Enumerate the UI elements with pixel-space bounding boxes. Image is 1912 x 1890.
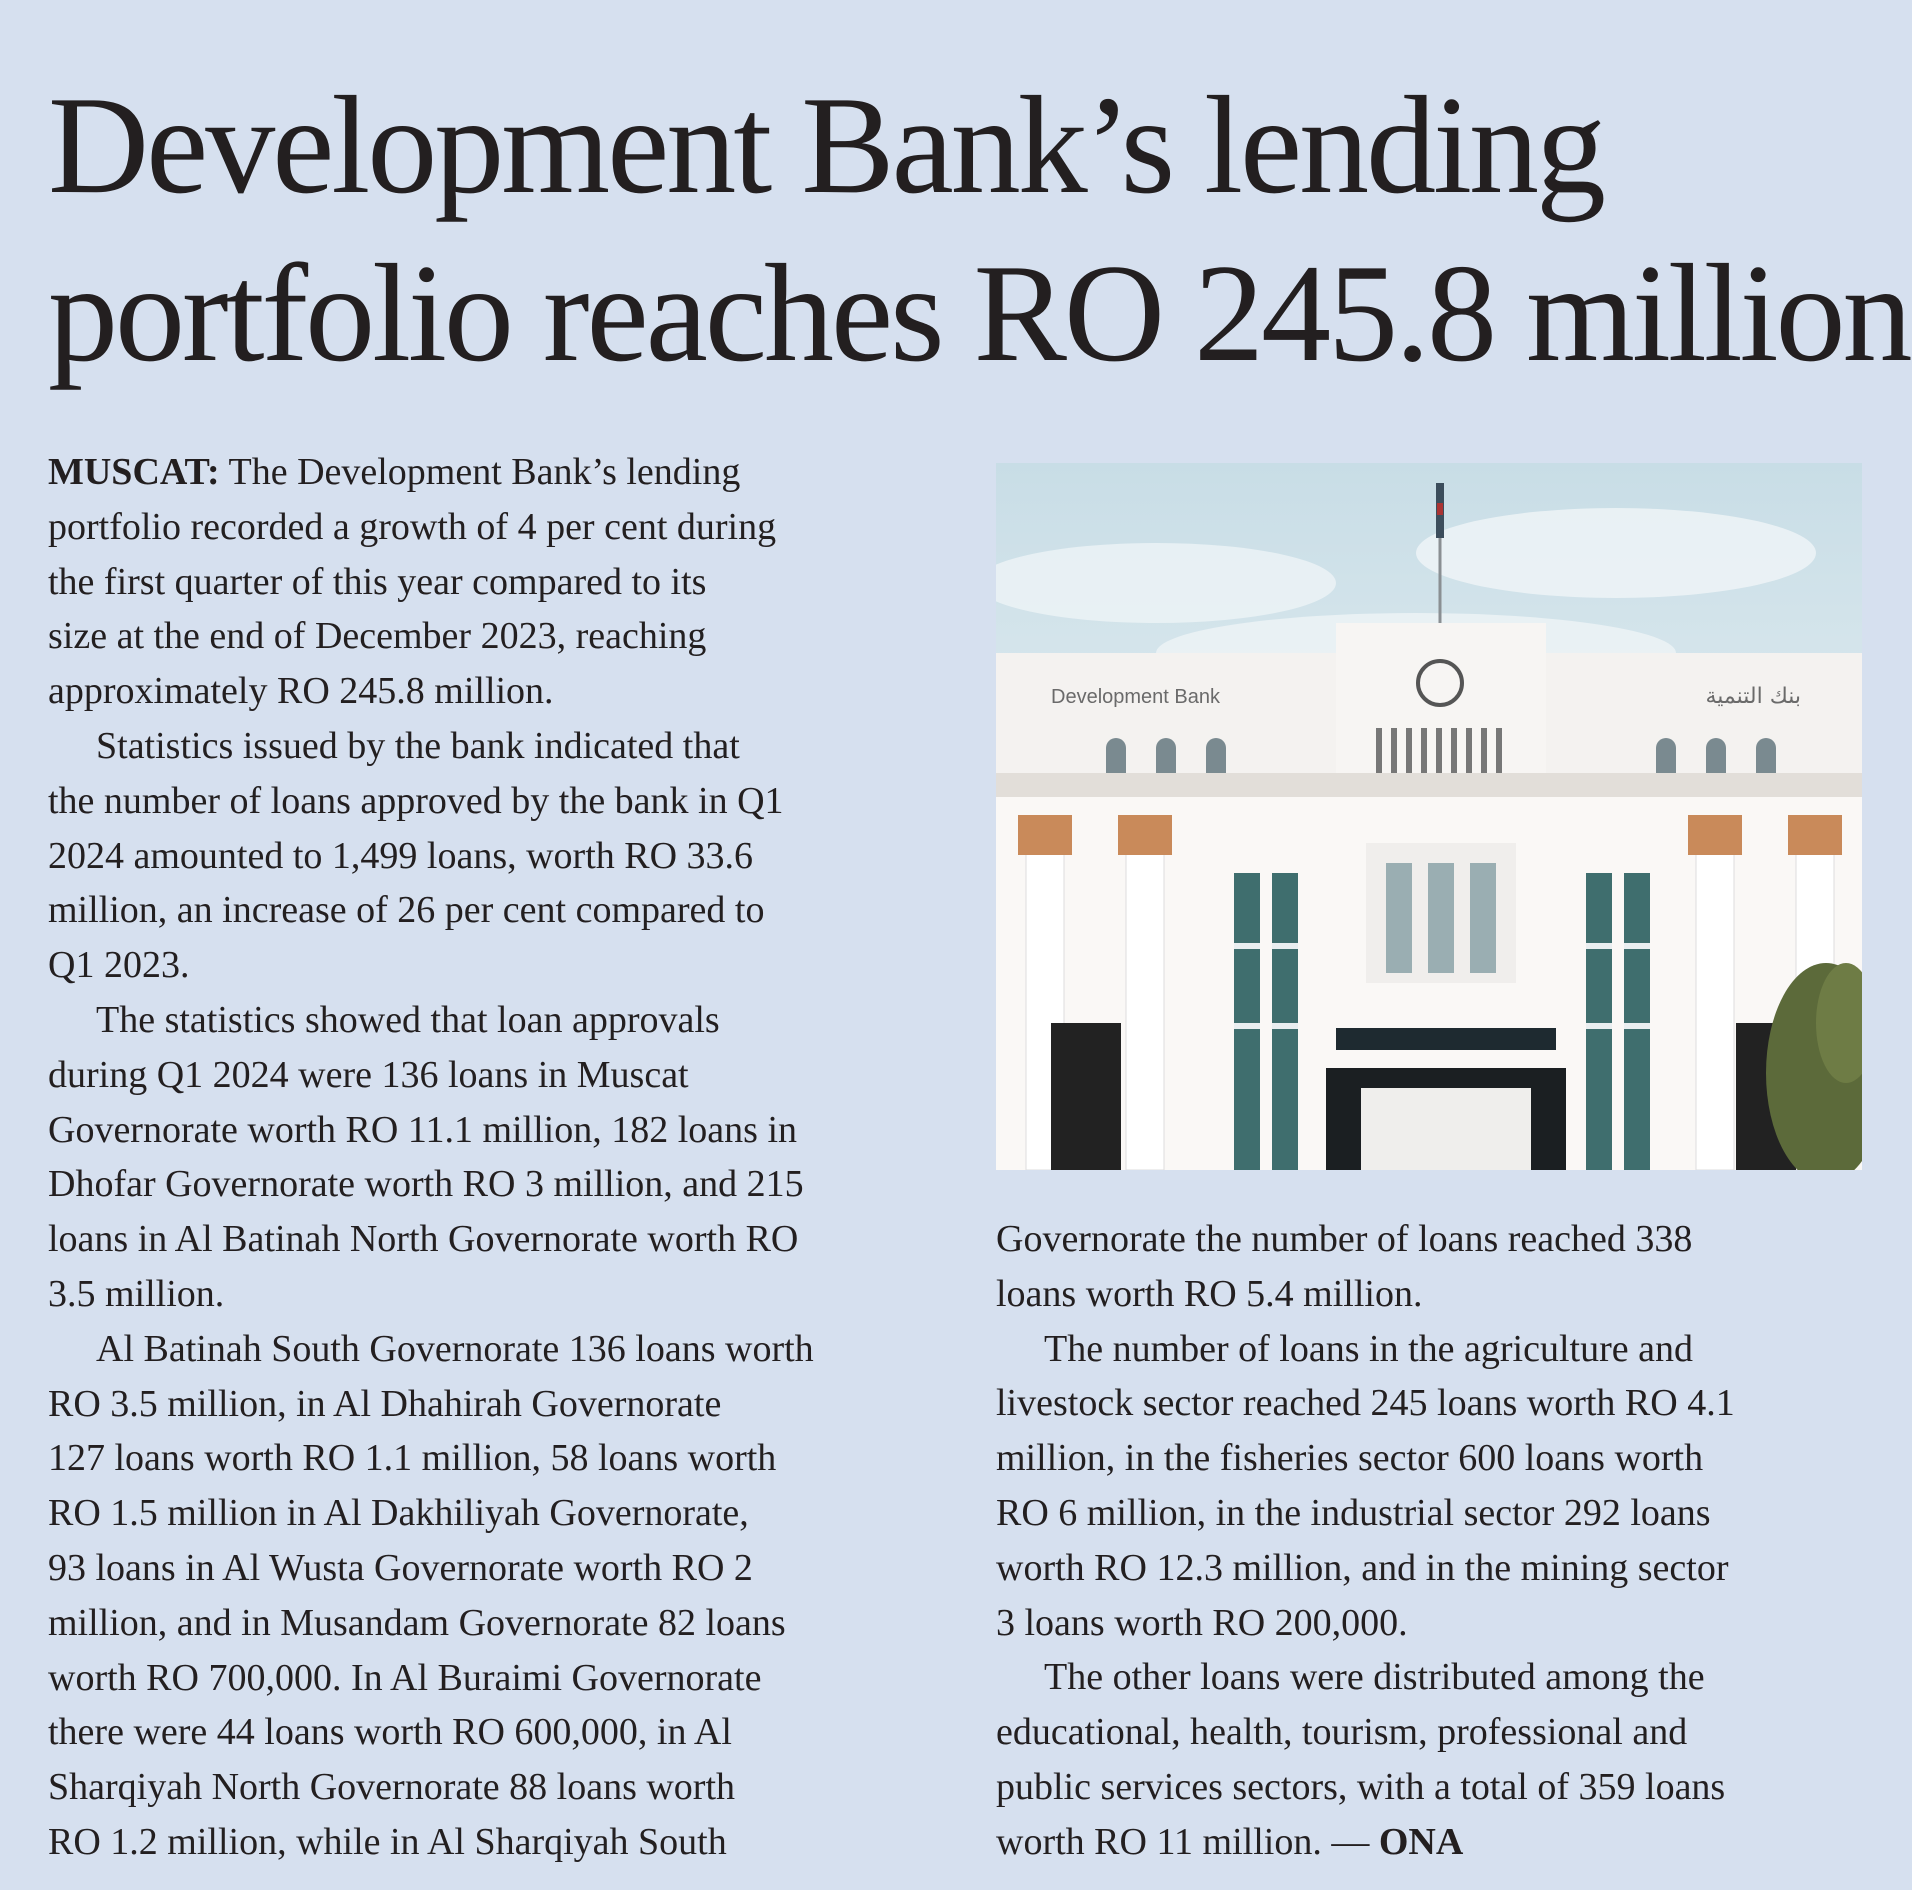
body-line: RO 1.5 million in Al Dakhiliyah Governorate, [48,1492,749,1535]
body-line: worth RO 12.3 million, and in the mining sector [996,1546,1729,1589]
body-line: The number of loans in the agriculture and [1044,1327,1693,1370]
body-line: 2024 amounted to 1,499 loans, worth RO 33.6 [48,834,754,877]
body-line: there were 44 loans worth RO 600,000, in Al [48,1711,732,1754]
body-line: MUSCAT: The Development Bank’s lending [48,451,741,493]
credit: ONA [1378,1820,1464,1863]
sign-english: Development Bank [1051,686,1220,708]
body-line: Dhofar Governorate worth RO 3 million, and 215 [48,1163,804,1206]
body-line: loans in Al Batinah North Governorate worth RO [48,1218,799,1261]
body-line: loans worth RO 5.4 million. [996,1272,1423,1315]
body-line: million, an increase of 26 per cent compared to [48,889,765,932]
body-line: million, in the fisheries sector 600 loans worth [996,1437,1704,1480]
dateline: MUSCAT: [48,451,220,493]
body-line: RO 6 million, in the industrial sector 292 loans [996,1491,1711,1534]
headline-line-2: portfolio reaches RO 245.8 million [48,236,1910,391]
body-line: the number of loans approved by the bank in Q1 [48,779,784,822]
body-line: educational, health, tourism, professional and [996,1711,1688,1754]
bank-building-photo [996,463,1862,1170]
headline [48,62,1910,398]
body-line: 3 loans worth RO 200,000. [996,1601,1408,1644]
headline-line-1: Development Bank’s lending [48,68,1604,223]
body-line: 93 loans in Al Wusta Governorate worth RO 2 [48,1546,753,1589]
body-line: during Q1 2024 were 136 loans in Muscat [48,1053,689,1096]
cornice [996,773,1862,797]
body-line: Governorate the number of loans reached 338 [996,1218,1693,1260]
body-line: Statistics issued by the bank indicated that [96,724,740,767]
body-line: Q1 2023. [48,944,190,987]
article-column-right [996,1212,1866,1870]
body-line: portfolio recorded a growth of 4 per cent during [48,505,777,548]
body-line: 127 loans worth RO 1.1 million, 58 loans worth [48,1437,777,1480]
body-line: livestock sector reached 245 loans worth RO 4.1 [996,1382,1735,1425]
body-line: RO 3.5 million, in Al Dhahirah Governorate [48,1382,722,1425]
body-line: worth RO 700,000. In Al Buraimi Governorate [48,1656,762,1699]
body-line: Al Batinah South Governorate 136 loans worth [96,1327,814,1370]
body-line: RO 1.2 million, while in Al Sharqiyah South [48,1820,727,1863]
body-line: Sharqiyah North Governorate 88 loans worth [48,1766,736,1809]
body-line: public services sectors, with a total of 359 loans [996,1765,1726,1808]
entrance-canopy [1336,1028,1556,1050]
body-line: million, and in Musandam Governorate 82 loans [48,1601,786,1644]
body-line: the first quarter of this year compared to its [48,560,707,603]
building-illustration [996,463,1862,1170]
body-line-last: worth RO 11 million. — ONA [996,1820,1464,1863]
sign-arabic: بنك التنمية [1705,684,1801,709]
body-line: 3.5 million. [48,1272,225,1315]
body-line: Governorate worth RO 11.1 million, 182 loans in [48,1108,797,1151]
body-line: The other loans were distributed among the [1044,1656,1705,1699]
body-line: approximately RO 245.8 million. [48,670,554,713]
body-line: size at the end of December 2023, reaching [48,615,707,658]
body-line: The statistics showed that loan approvals [96,998,720,1041]
article-column-left [48,445,948,1870]
